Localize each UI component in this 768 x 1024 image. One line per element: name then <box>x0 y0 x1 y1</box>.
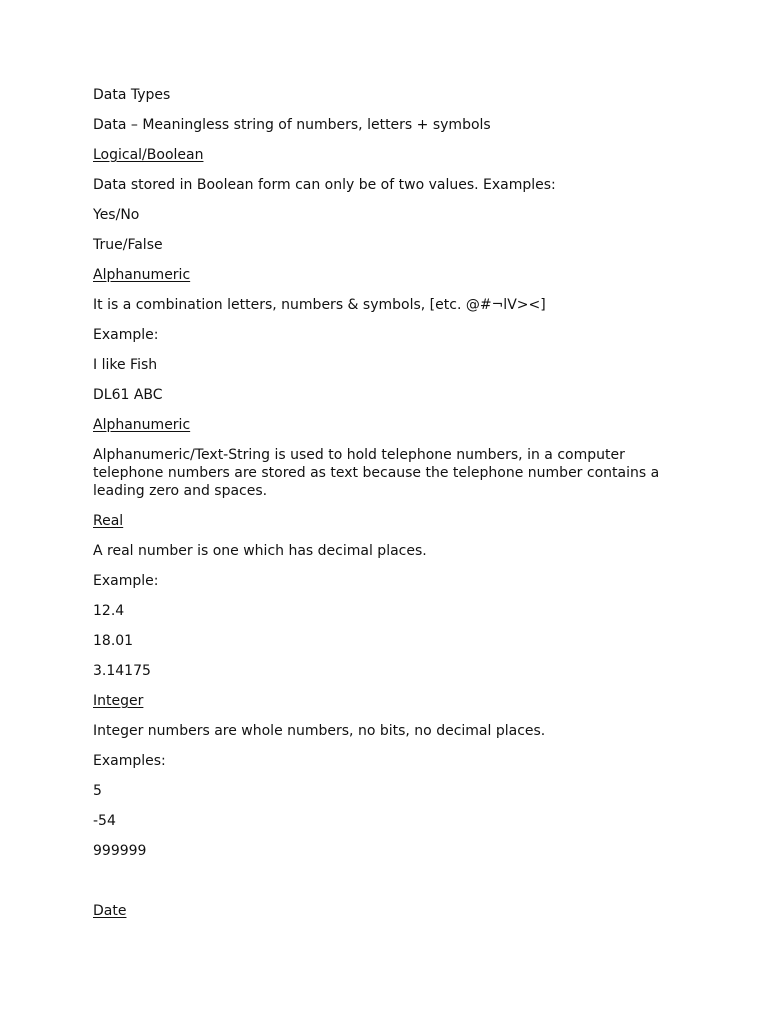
data-definition: Data – Meaningless string of numbers, letters + symbols <box>93 117 491 133</box>
alphanumeric-example-dl61: DL61 ABC <box>93 387 163 403</box>
integer-example-999999: 999999 <box>93 843 147 859</box>
integer-example-minus-54: -54 <box>93 813 116 829</box>
document-body <box>93 86 683 932</box>
real-example-12-4: 12.4 <box>93 603 125 619</box>
telephone-number-description: Alphanumeric/Text-String is used to hold telephone numbers, in a computer telephone numbers are stored as text because the telephone number contains a leading zero and spaces. <box>93 447 660 499</box>
blank-space <box>93 872 683 902</box>
alphanumeric-description: It is a combination letters, numbers & symbols, [etc. @#¬lV><] <box>93 297 546 313</box>
logical-boolean-heading: Logical/Boolean <box>93 147 204 163</box>
boolean-example-true-false: True/False <box>93 237 163 253</box>
document-title: Data Types <box>93 87 171 103</box>
integer-heading: Integer <box>93 693 144 709</box>
alphanumeric-example-fish: I like Fish <box>93 357 158 373</box>
integer-example-label: Examples: <box>93 753 166 769</box>
boolean-example-yes-no: Yes/No <box>93 207 140 223</box>
date-heading: Date <box>93 903 127 919</box>
real-example-label: Example: <box>93 573 159 589</box>
alphanumeric-text-string-heading: Alphanumeric <box>93 417 191 433</box>
integer-example-5: 5 <box>93 783 102 799</box>
logical-boolean-description: Data stored in Boolean form can only be of two values. Examples: <box>93 177 556 193</box>
alphanumeric-example-label: Example: <box>93 327 159 343</box>
real-example-18-01: 18.01 <box>93 633 134 649</box>
alphanumeric-heading: Alphanumeric <box>93 267 191 283</box>
integer-description: Integer numbers are whole numbers, no bits, no decimal places. <box>93 723 546 739</box>
real-description: A real number is one which has decimal places. <box>93 543 427 559</box>
real-heading: Real <box>93 513 124 529</box>
real-example-3-14175: 3.14175 <box>93 663 151 679</box>
